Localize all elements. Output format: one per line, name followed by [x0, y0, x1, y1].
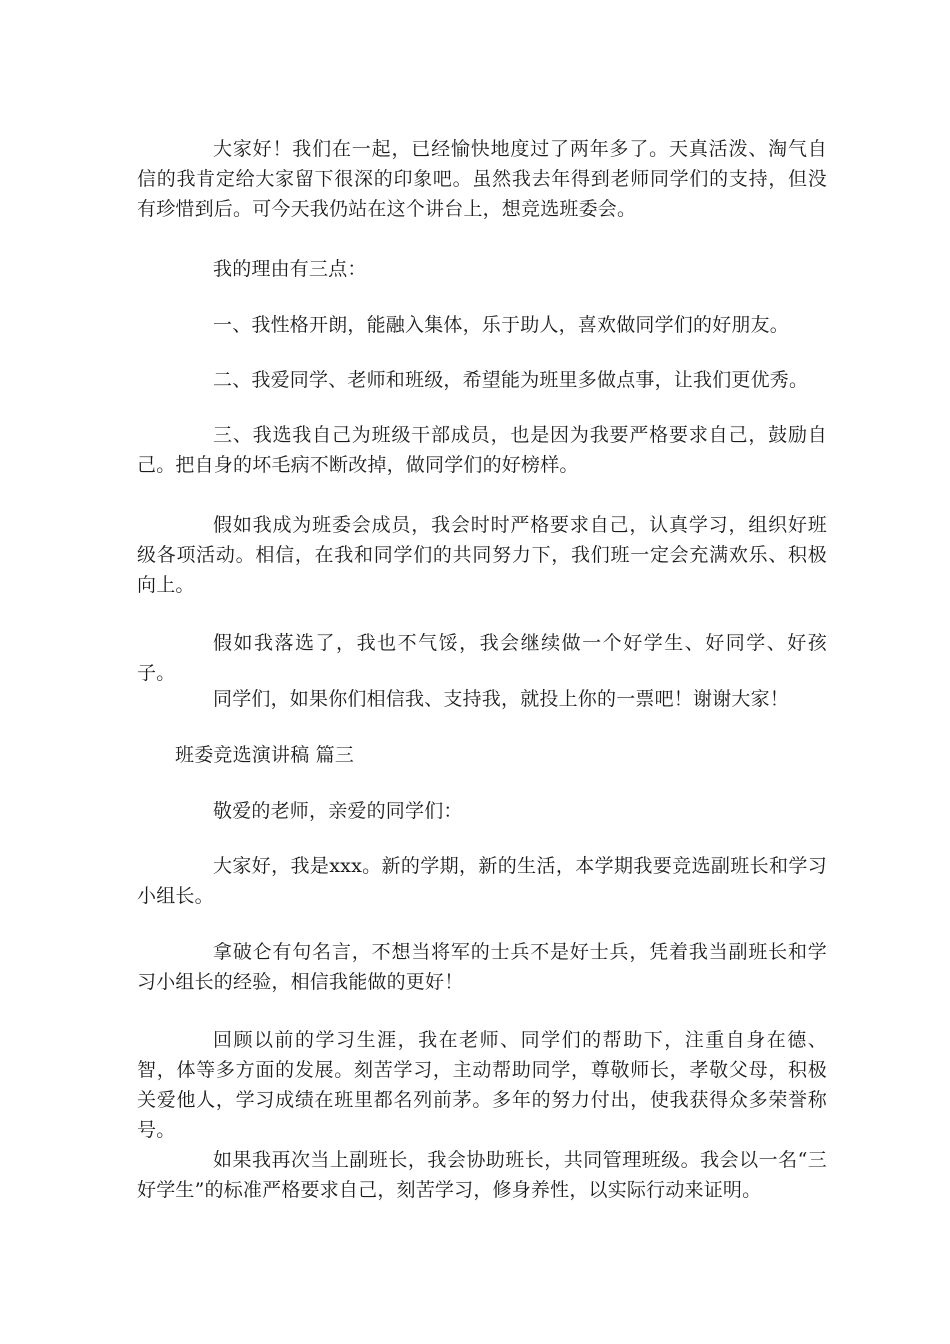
paragraph-reason-two: 二、我爱同学、老师和班级，希望能为班里多做点事，让我们更优秀。 — [213, 369, 809, 391]
paragraph-intro: 大家好！我们在一起，已经愉快地度过了两年多了。天真活泼、淘气自信的我肯定给大家留下很深的印象吧。虽然我去年得到老师同学们的支持，但没有珍惜到后。可今天我仍站在这个讲台上，想竞选班委会。 — [137, 138, 827, 220]
paragraph-if-not-elected: 假如我落选了，我也不气馁，我会继续做一个好学生、好同学、好孩子。 — [137, 632, 827, 684]
paragraph-napoleon-quote: 拿破仑有句名言，不想当将军的士兵不是好士兵，凭着我当副班长和学习小组长的经验，相信我能做的更好！ — [137, 941, 827, 993]
paragraph-reason-three: 三、我选我自己为班级干部成员，也是因为我要严格要求自己，鼓励自己。把自身的坏毛病不断改掉，做同学们的好榜样。 — [137, 424, 827, 476]
paragraph-review: 回顾以前的学习生涯，我在老师、同学们的帮助下，注重自身在德、智，体等多方面的发展。刻苦学习，主动帮助同学，尊敬师长，孝敬父母，积极关爱他人，学习成绩在班里都名列前茅。多年的努力付出，使我获得众多荣誉称号。 — [137, 1029, 827, 1141]
paragraph-thanks: 同学们，如果你们相信我、支持我，就投上你的一票吧！谢谢大家！ — [213, 688, 790, 710]
paragraph-reason-one: 一、我性格开朗，能融入集体，乐于助人，喜欢做同学们的好朋友。 — [213, 314, 790, 336]
paragraph-introduction: 大家好，我是xxx。新的学期，新的生活，本学期我要竞选副班长和学习小组长。 — [137, 855, 827, 907]
paragraph-if-elected: 假如我成为班委会成员，我会时时严格要求自己，认真学习，组织好班级各项活动。相信，在我和同学们的共同努力下，我们班一定会充满欢乐、积极向上。 — [137, 514, 827, 596]
section-heading: 班委竞选演讲稿 篇三 — [175, 744, 355, 766]
paragraph-reasons-heading: 我的理由有三点： — [213, 258, 367, 280]
paragraph-if-vice-monitor: 如果我再次当上副班长，我会协助班长，共同管理班级。我会以一名“三好学生”的标准严格要求自己，刻苦学习，修身养性，以实际行动来证明。 — [137, 1149, 827, 1201]
paragraph-greeting: 敬爱的老师，亲爱的同学们： — [213, 800, 463, 822]
